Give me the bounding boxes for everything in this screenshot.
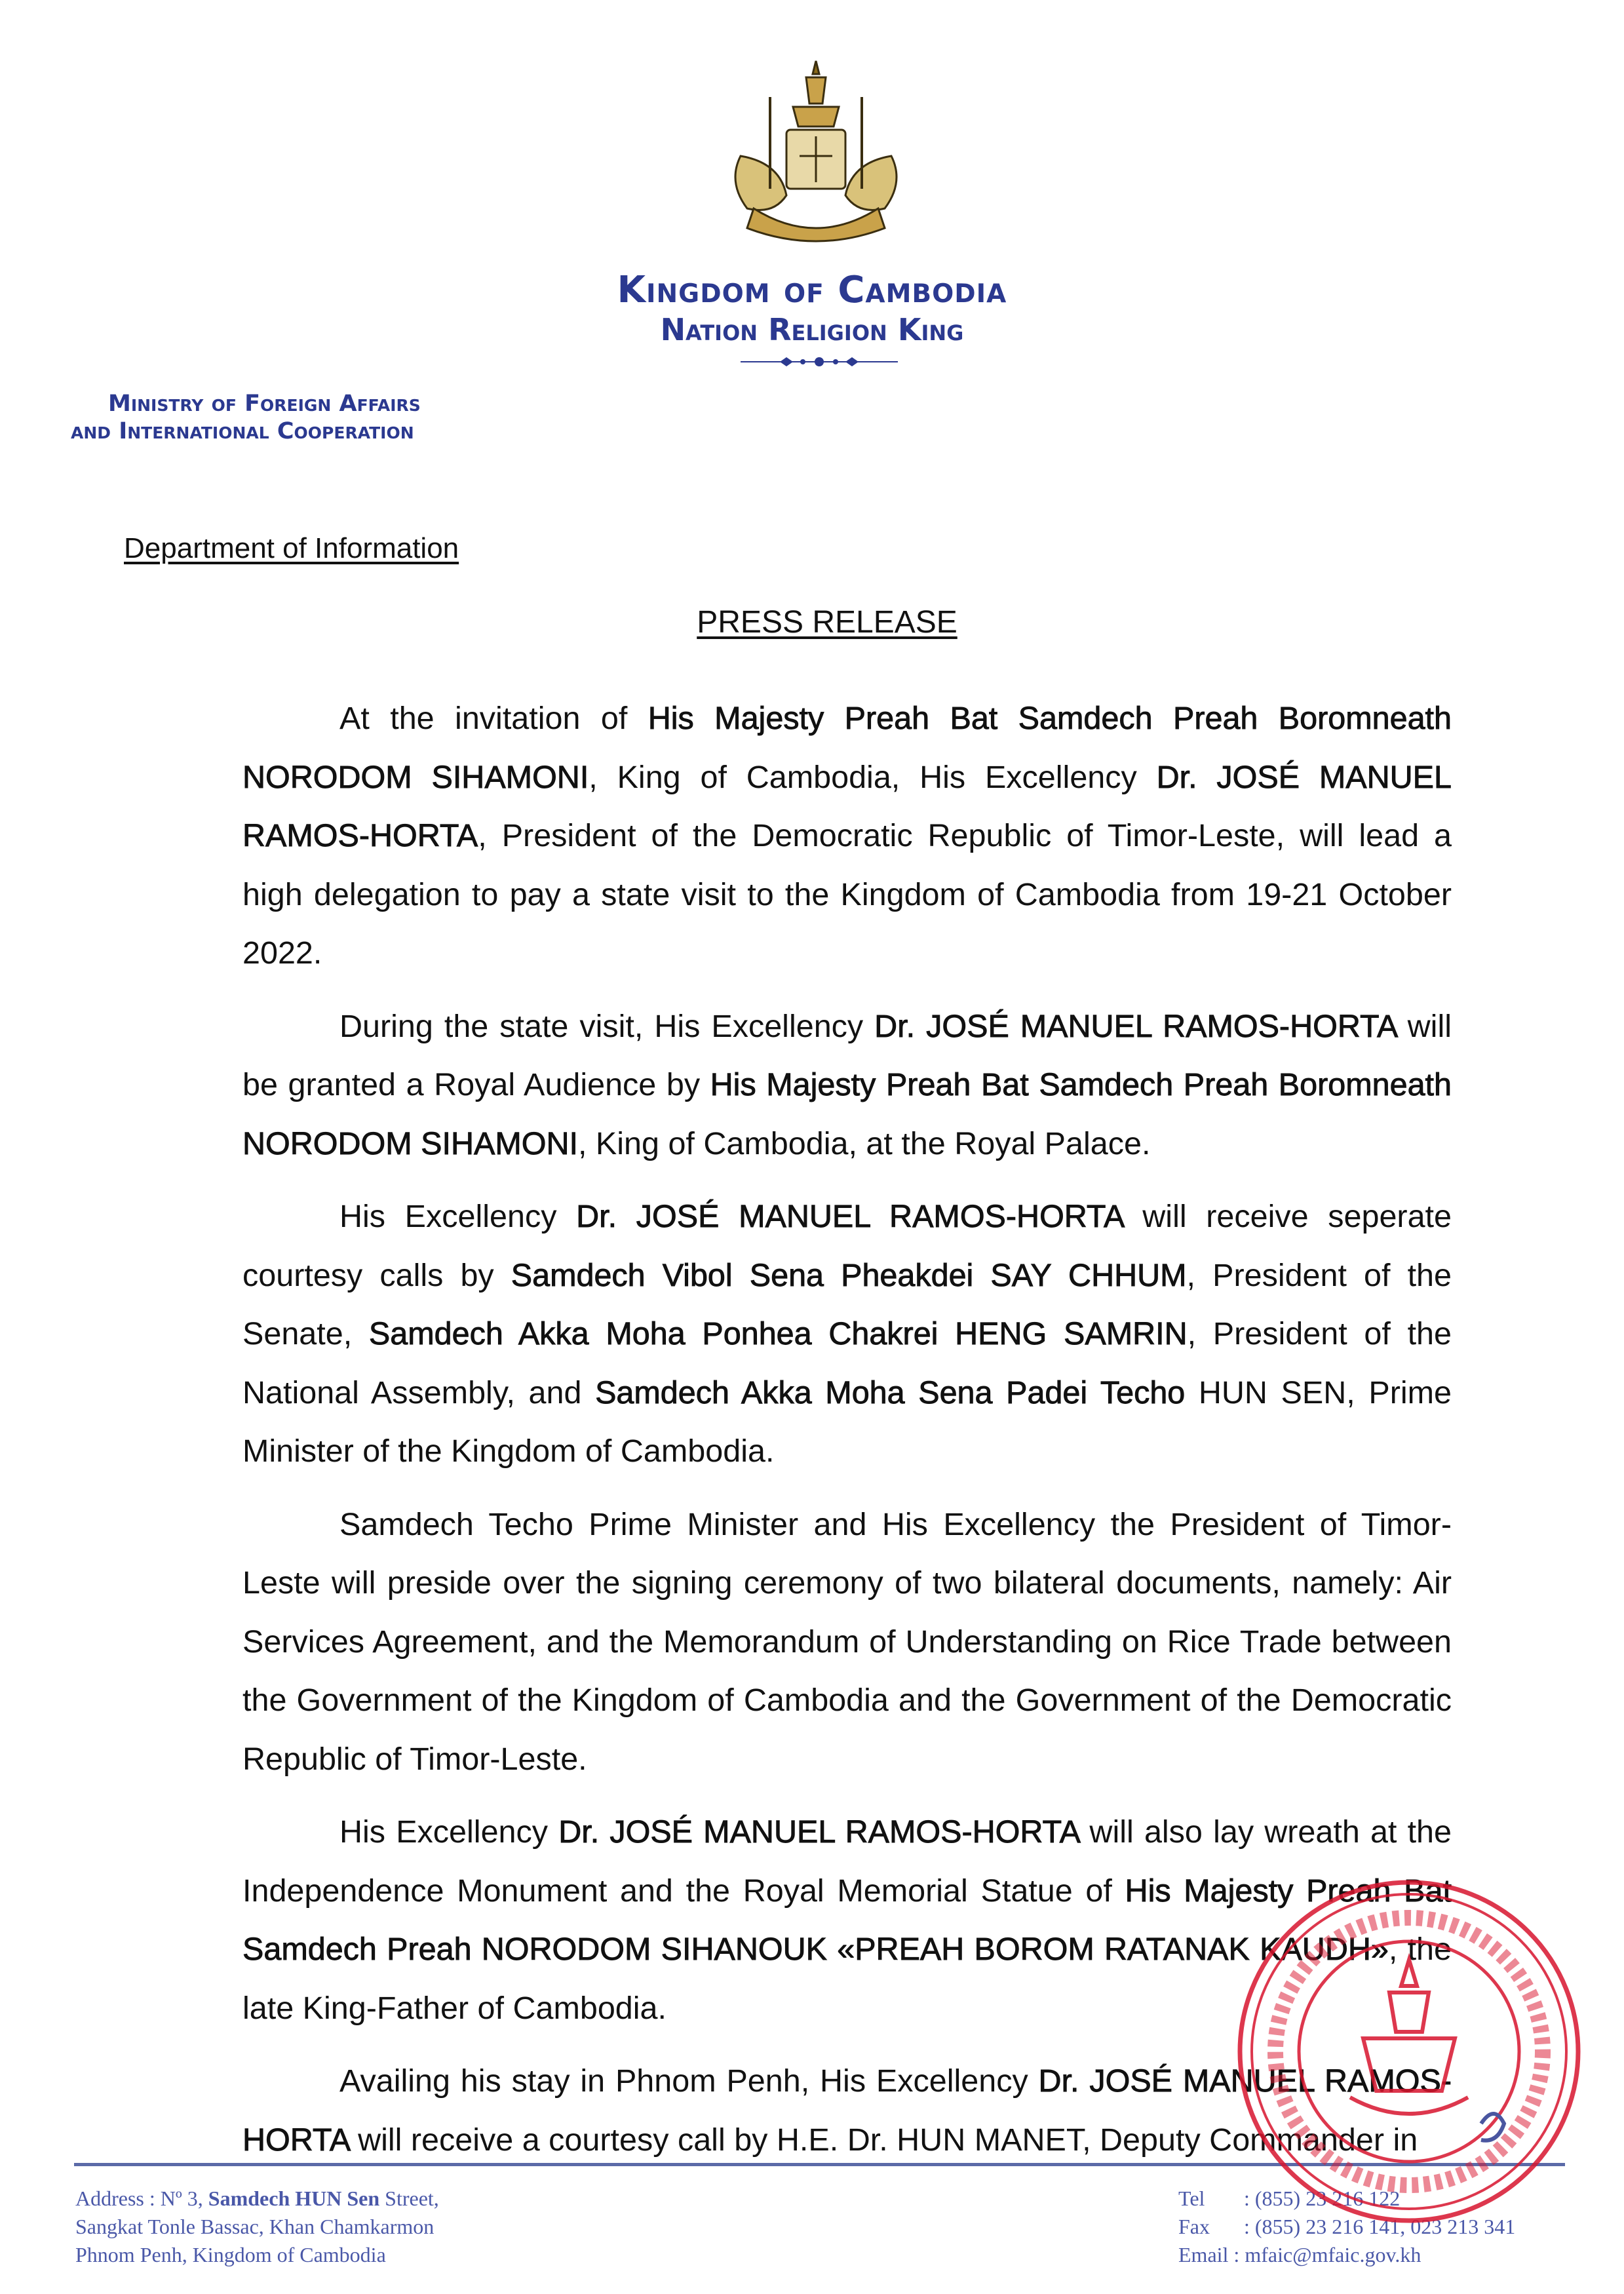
tel-value: : (855) 23 216 122 bbox=[1244, 2187, 1401, 2210]
document-title: PRESS RELEASE bbox=[697, 605, 957, 640]
official-seal-stamp-icon bbox=[1232, 1875, 1586, 2228]
department-label: Department of Information bbox=[124, 532, 459, 564]
paragraph-text: will also lay wreath at the Independence Monument and the Royal Memorial Statue of bbox=[242, 1814, 1452, 1909]
fax-label: Fax bbox=[1178, 2215, 1210, 2238]
paragraph-text: , President of the National Assembly, and bbox=[242, 1316, 1452, 1410]
emphasized-text: His Majesty Preah Bat Samdech Preah Boromneath NORODOM SIHAMONI bbox=[242, 701, 1452, 795]
paragraph-text: His Excellency bbox=[339, 1199, 577, 1234]
paragraph-text: will receive seperate courtesy calls by bbox=[242, 1199, 1452, 1293]
emphasized-text: Dr. JOSÉ MANUEL RAMOS-HORTA bbox=[576, 1199, 1123, 1234]
paragraph-text: , President of the Senate, bbox=[242, 1257, 1452, 1351]
paragraph-text: , President of the Democratic Republic of Timor-Leste, will lead a high delegation to pay a state visit to the Kingdom of Cambodia from 19-21 October 2022. bbox=[242, 818, 1452, 971]
ornament-divider-icon bbox=[741, 354, 898, 370]
ministry-name-line1: Ministry of Foreign Affairs bbox=[108, 391, 421, 417]
body-paragraph bbox=[242, 1188, 1452, 1481]
emphasized-text: Samdech Akka Moha Ponhea Chakrei HENG SAMRIN bbox=[368, 1316, 1188, 1351]
emphasized-text: Dr. JOSÉ MANUEL RAMOS-HORTA bbox=[242, 2063, 1452, 2158]
royal-arms-emblem bbox=[714, 58, 918, 248]
footer-address bbox=[75, 2185, 439, 2269]
emphasized-text: Dr. JOSÉ MANUEL RAMOS-HORTA bbox=[242, 759, 1452, 853]
address-line3: Phnom Penh, Kingdom of Cambodia bbox=[75, 2243, 386, 2266]
body-paragraph bbox=[242, 998, 1452, 1174]
email-row bbox=[1178, 2241, 1515, 2269]
address-line2: Sangkat Tonle Bassac, Khan Chamkarmon bbox=[75, 2215, 435, 2238]
body-paragraph bbox=[242, 690, 1452, 983]
ministry-name-line2: and International Cooperation bbox=[71, 418, 414, 444]
paragraph-text: Availing his stay in Phnom Penh, His Excellency bbox=[339, 2063, 1039, 2099]
paragraph-text: , King of Cambodia, at the Royal Palace. bbox=[577, 1125, 1151, 1161]
country-heading: Kingdom of Cambodia bbox=[617, 269, 1007, 311]
paragraph-text: will be granted a Royal Audience by bbox=[242, 1008, 1452, 1102]
email-value[interactable]: : mfaic@mfaic.gov.kh bbox=[1233, 2243, 1421, 2266]
emphasized-text: Samdech Vibol Sena Pheakdei SAY CHHUM bbox=[511, 1257, 1187, 1293]
emphasized-text: His Majesty Preah Bat Samdech Preah Boromneath NORODOM SIHAMONI bbox=[242, 1067, 1452, 1161]
paragraph-text: During the state visit, His Excellency bbox=[339, 1008, 875, 1044]
paragraph-text: , the late King-Father of Cambodia. bbox=[242, 1932, 1452, 2026]
tel-label: Tel bbox=[1178, 2187, 1205, 2210]
emphasized-text: Dr. JOSÉ MANUEL RAMOS-HORTA bbox=[874, 1008, 1397, 1044]
motto-heading: Nation Religion King bbox=[660, 312, 964, 347]
address-street: Samdech HUN Sen bbox=[208, 2187, 380, 2210]
paragraph-text: HUN SEN, Prime Minister of the Kingdom of Cambodia. bbox=[242, 1374, 1452, 1469]
paragraph-text: , King of Cambodia, His Excellency bbox=[589, 759, 1157, 795]
address-label: Address : Nº 3, bbox=[75, 2187, 208, 2210]
fax-value: : (855) 23 216 141, 023 213 341 bbox=[1244, 2215, 1516, 2238]
address-line1 bbox=[75, 2185, 439, 2213]
paragraph-text: will receive a courtesy call by H.E. Dr. HUN MANET, Deputy Commander in bbox=[349, 2122, 1418, 2158]
paragraph-text: His Excellency bbox=[339, 1814, 559, 1850]
email-label: Email bbox=[1178, 2243, 1229, 2266]
body-paragraph bbox=[242, 1496, 1452, 1789]
emphasized-text: His Majesty Preah Bat Samdech Preah NORODOM SIHANOUK «PREAH BOROM RATANAK KAUDH» bbox=[242, 1873, 1452, 1967]
paragraph-text: At the invitation of bbox=[339, 701, 648, 736]
emphasized-text: Dr. JOSÉ MANUEL RAMOS-HORTA bbox=[558, 1814, 1079, 1850]
paragraph-text: Samdech Techo Prime Minister and His Excellency the President of Timor-Leste will preside over the signing ceremony of two bilateral documents, namely: Air Services Agreement, and the Memorandum of Understanding on Rice Trade between the Government of the Kingdom of Cambodia and the Government of the Democratic Republic of Timor-Leste. bbox=[242, 1506, 1452, 1777]
address-street-suffix: Street, bbox=[379, 2187, 439, 2210]
emphasized-text: Samdech Akka Moha Sena Padei Techo bbox=[595, 1374, 1186, 1410]
